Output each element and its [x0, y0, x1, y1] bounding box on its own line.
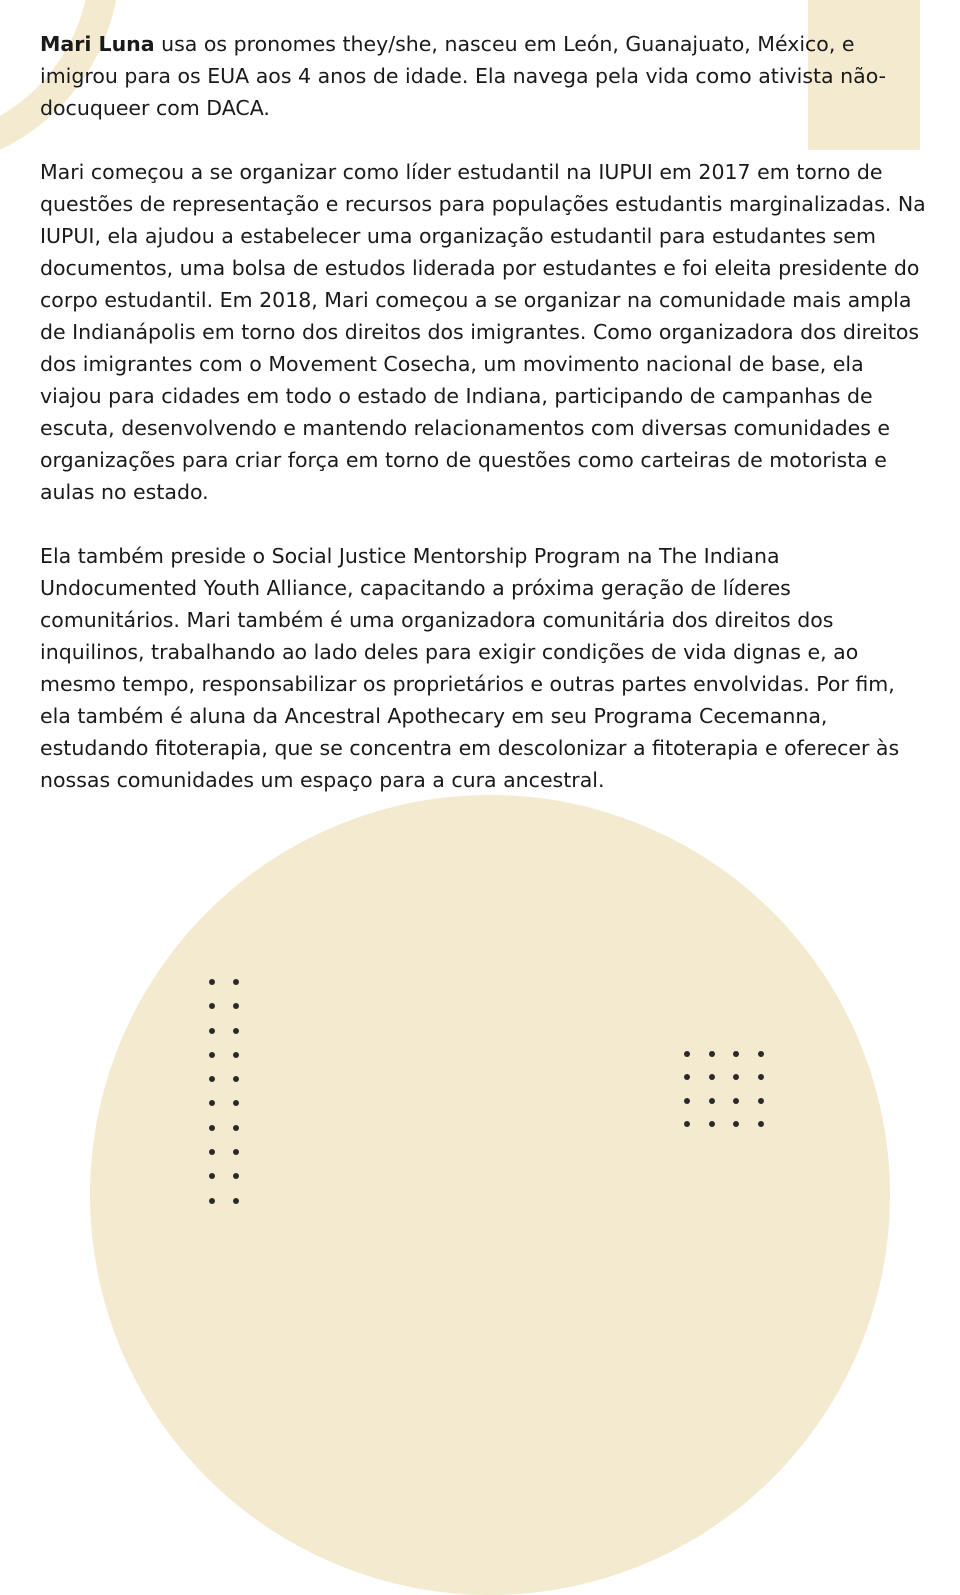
dot [758, 1074, 764, 1080]
dot [209, 1100, 215, 1106]
dot [209, 1003, 215, 1009]
dot [758, 1098, 764, 1104]
dot [733, 1051, 739, 1057]
dot [233, 1198, 239, 1204]
dot [233, 1028, 239, 1034]
dot [684, 1051, 690, 1057]
dot [209, 1125, 215, 1131]
dot [684, 1121, 690, 1127]
dot [209, 1173, 215, 1179]
dot [233, 1173, 239, 1179]
dot [733, 1098, 739, 1104]
dot [209, 1076, 215, 1082]
dot [209, 1198, 215, 1204]
dot [233, 1052, 239, 1058]
dot [233, 1125, 239, 1131]
intro-text: usa os pronomes they/she, nasceu em León, Guanajuato, México, e imigrou para os EUA aos 4 anos de idade. Ela navega pela vida como ativista não-docuqueer com DACA. [40, 32, 887, 120]
dot [233, 1076, 239, 1082]
dot [709, 1121, 715, 1127]
dot [709, 1074, 715, 1080]
dot [684, 1074, 690, 1080]
dot [233, 979, 239, 985]
dot [209, 1052, 215, 1058]
dot [209, 979, 215, 985]
dot [233, 1003, 239, 1009]
person-name: Mari Luna [40, 32, 155, 56]
bio-paragraph-current-work: Ela também preside o Social Justice Mentorship Program na The Indiana Undocumented Youth Alliance, capacitando a próxima geração de líderes comunitários. Mari também é uma organizadora comunitária dos direitos dos inquilinos, trabalhando ao lado deles para exigir condições de vida dignas e, ao mesmo tempo, responsabilizar os proprietários e outras partes envolvidas. Por fim, ela também é aluna da Ancestral Apothecary em seu Programa Cecemanna, estudando fitoterapia, que se concentra em descolonizar a fitoterapia e oferecer às nossas comunidades um espaço para a cura ancestral. [40, 544, 900, 792]
dot [709, 1051, 715, 1057]
bio-paragraph-intro [40, 28, 930, 124]
dot [733, 1074, 739, 1080]
dot-pattern-left [209, 979, 239, 1204]
dot [758, 1051, 764, 1057]
dot [209, 1028, 215, 1034]
dot-pattern-right [684, 1051, 764, 1127]
dot [733, 1121, 739, 1127]
bio-paragraph-organizing: Mari começou a se organizar como líder estudantil na IUPUI em 2017 em torno de questões de representação e recursos para populações estudantis marginalizadas. Na IUPUI, ela ajudou a estabelecer uma organização estudantil para estudantes sem documentos, uma bolsa de estudos liderada por estudantes e foi eleita presidente do corpo estudantil. Em 2018, Mari começou a se organizar na comunidade mais ampla de Indianápolis em torno dos direitos dos imigrantes. Como organizadora dos direitos dos imigrantes com o Movement Cosecha, um movimento nacional de base, ela viajou para cidades em todo o estado de Indiana, participando de campanhas de escuta, desenvolvendo e mantendo relacionamentos com diversas comunidades e organizações para criar força em torno de questões como carteiras de motorista e aulas no estado. [40, 160, 926, 504]
dot [233, 1100, 239, 1106]
dot [209, 1149, 215, 1155]
dot [709, 1098, 715, 1104]
dot [684, 1098, 690, 1104]
bio-text [40, 28, 930, 828]
dot [758, 1121, 764, 1127]
dot [233, 1149, 239, 1155]
